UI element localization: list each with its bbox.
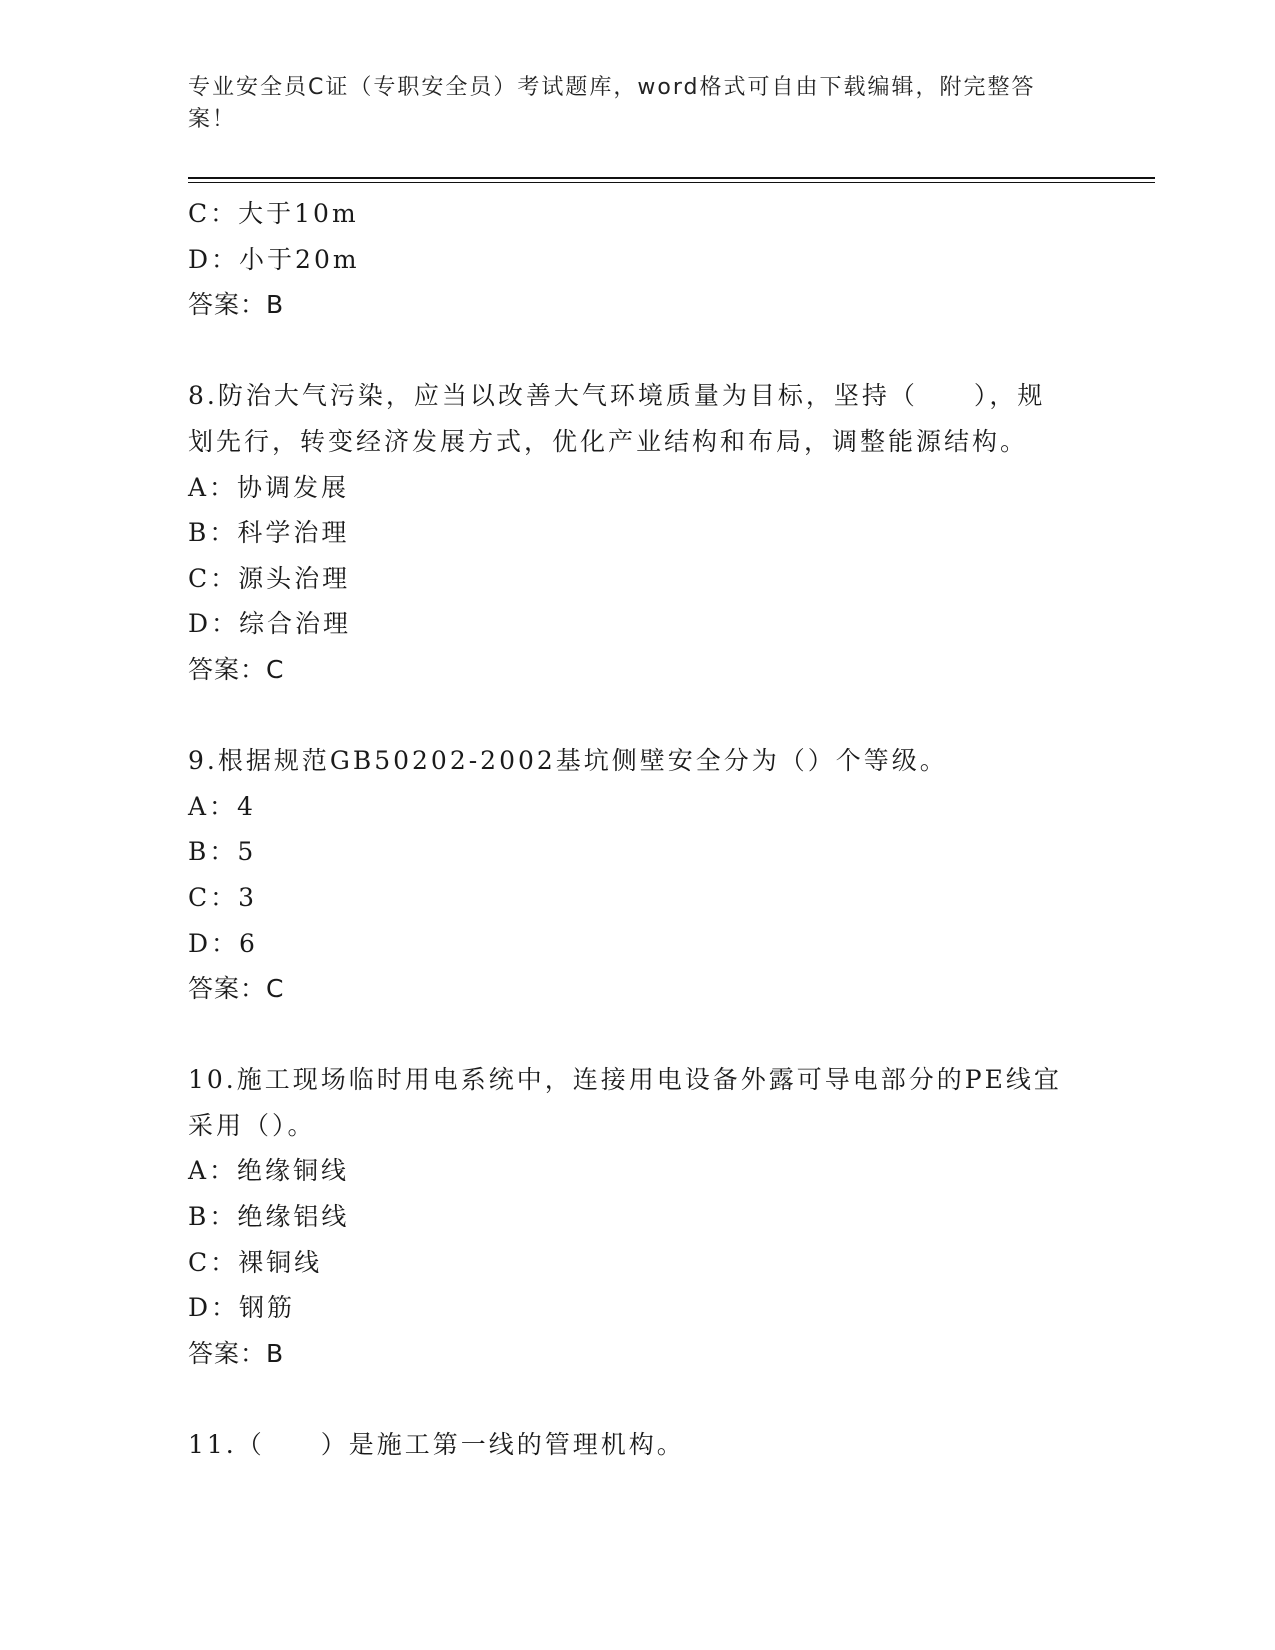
answer-line: 答案：C (188, 974, 285, 1004)
option-a: A：协调发展 (188, 472, 350, 502)
question-stem-11: 11.（ ）是施工第一线的管理机构。 (188, 1430, 685, 1460)
option-c: C：3 (188, 882, 258, 912)
spacer (188, 1012, 1088, 1058)
option-c: C：大于10m (188, 199, 359, 228)
option-d: D：6 (188, 928, 258, 958)
spacer (188, 1376, 1088, 1422)
option-d: D：小于20m (188, 244, 360, 274)
question-stem-9: 9.根据规范GB50202-2002基坑侧壁安全分为（）个等级。 (188, 746, 948, 776)
header-divider-thin (188, 182, 1155, 183)
option-a: A：4 (188, 791, 256, 821)
option-b: B：5 (188, 837, 257, 867)
option-c: C：源头治理 (188, 563, 351, 593)
spacer (188, 328, 1088, 374)
answer-line: 答案：B (188, 1338, 285, 1368)
header-divider-thick (188, 177, 1155, 179)
option-c: C：裸铜线 (188, 1247, 323, 1277)
document-header: 专业安全员C证（专职安全员）考试题库，word格式可自由下载编辑，附完整答案！ (188, 75, 1036, 132)
question-stem-10: 10.施工现场临时用电系统中，连接用电设备外露可导电部分的PE线宜采用（）。 (188, 1065, 1062, 1140)
question-list (188, 191, 1088, 1468)
spacer (188, 693, 1088, 739)
answer-line: 答案：C (188, 654, 285, 684)
option-b: B：绝缘铝线 (188, 1202, 350, 1232)
answer-line: 答案：B (188, 290, 285, 320)
option-d: D：钢筋 (188, 1293, 296, 1323)
question-stem-8: 8.防治大气污染，应当以改善大气环境质量为目标，坚持（ ），规划先行，转变经济发展方式，优化产业结构和布局，调整能源结构。 (188, 381, 1046, 456)
option-a: A：绝缘铜线 (188, 1156, 350, 1186)
option-d: D：综合治理 (188, 609, 352, 639)
option-b: B：科学治理 (188, 518, 350, 548)
